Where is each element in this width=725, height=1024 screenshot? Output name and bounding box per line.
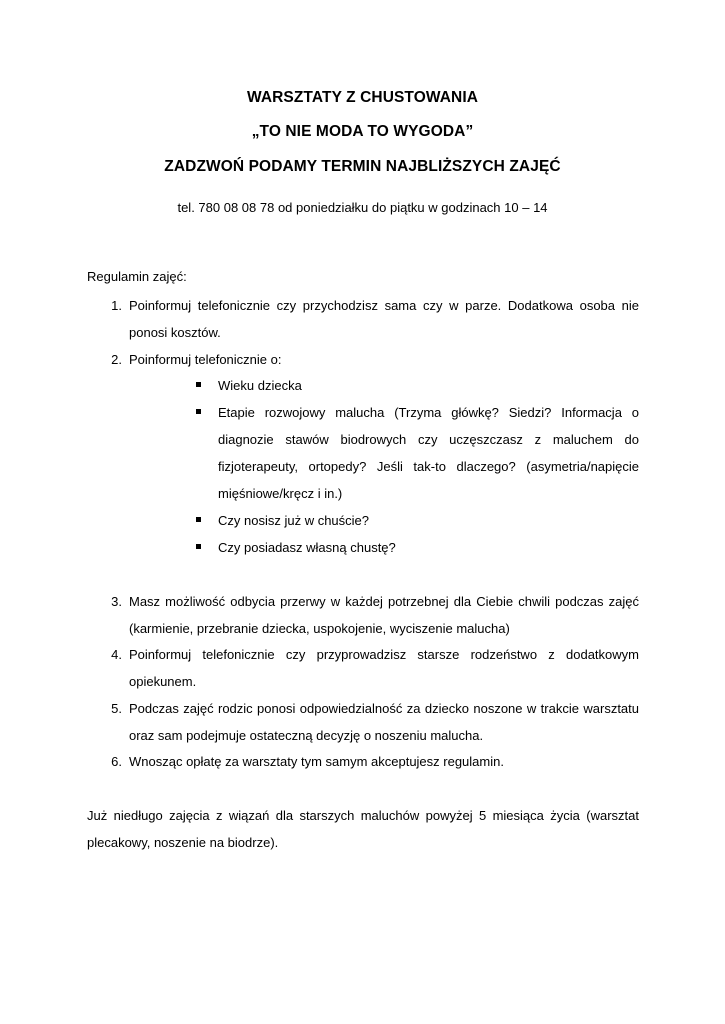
sublist-item xyxy=(190,507,639,534)
sublist-item-text: Czy nosisz już w chuście? xyxy=(218,513,369,528)
rule-number: 4. xyxy=(111,647,122,662)
square-bullet-icon xyxy=(196,517,201,522)
sublist-item-text: Wieku dziecka xyxy=(218,378,302,393)
document-slogan: „TO NIE MODA TO WYGODA” xyxy=(251,123,474,140)
rule-text: Podczas zajęć rodzic ponosi odpowiedzialność za dziecko noszone w trakcie warsztatu oraz sam podejmuje ostateczną decyzję o noszeniu malucha. xyxy=(129,701,639,743)
rules-heading: Regulamin zajęć: xyxy=(87,269,187,284)
rule-item xyxy=(87,346,639,373)
square-bullet-icon xyxy=(196,409,201,414)
sublist-item xyxy=(190,399,639,507)
rule-number: 2. xyxy=(111,352,122,367)
rule-number: 5. xyxy=(111,701,122,716)
rule-item xyxy=(87,588,639,642)
rule-number: 6. xyxy=(111,754,122,769)
footer-announcement: Już niedługo zajęcia z wiązań dla starszych maluchów powyżej 5 miesiąca życia (warsztat plecakowy, noszenie na biodrze). xyxy=(87,808,639,850)
square-bullet-icon xyxy=(196,382,201,387)
document-title: WARSZTATY Z CHUSTOWANIA xyxy=(246,89,479,106)
info-sublist xyxy=(190,372,639,561)
square-bullet-icon xyxy=(196,544,201,549)
sublist-item xyxy=(190,534,639,561)
rule-number: 1. xyxy=(111,298,122,313)
sublist-item-text: Czy posiadasz własną chustę? xyxy=(218,540,396,555)
rule-text: Poinformuj telefonicznie czy przyprowadzisz starsze rodzeństwo z dodatkowym opiekunem. xyxy=(129,647,639,689)
rule-text: Poinformuj telefonicznie o: xyxy=(129,352,282,367)
rule-text: Wnosząc opłatę za warsztaty tym samym akceptujesz regulamin. xyxy=(129,754,504,769)
phone-contact-line: tel. 780 08 08 78 od poniedziałku do piątku w godzinach 10 – 14 xyxy=(177,200,548,215)
rule-item xyxy=(87,292,639,346)
rule-item xyxy=(87,695,639,749)
call-to-action-heading: ZADZWOŃ PODAMY TERMIN NAJBLIŻSZYCH ZAJĘĆ xyxy=(164,158,561,175)
sublist-item xyxy=(190,372,639,399)
rule-item xyxy=(87,748,639,775)
rule-number: 3. xyxy=(111,594,122,609)
sublist-item-text: Etapie rozwojowy malucha (Trzyma główkę? Siedzi? Informacja o diagnozie stawów biodrowych czy uczęszczasz z maluchem do fizjoterapeuty, ortopedy? Jeśli tak-to dlaczego? (asymetria/napięcie mięśniowe/kręcz i in.) xyxy=(218,405,639,501)
rule-item xyxy=(87,641,639,695)
rule-text: Poinformuj telefonicznie czy przychodzisz sama czy w parze. Dodatkowa osoba nie ponosi kosztów. xyxy=(129,298,639,340)
rule-text: Masz możliwość odbycia przerwy w każdej potrzebnej dla Ciebie chwili podczas zajęć (karmienie, przebranie dziecka, uspokojenie, wyciszenie malucha) xyxy=(129,594,639,636)
